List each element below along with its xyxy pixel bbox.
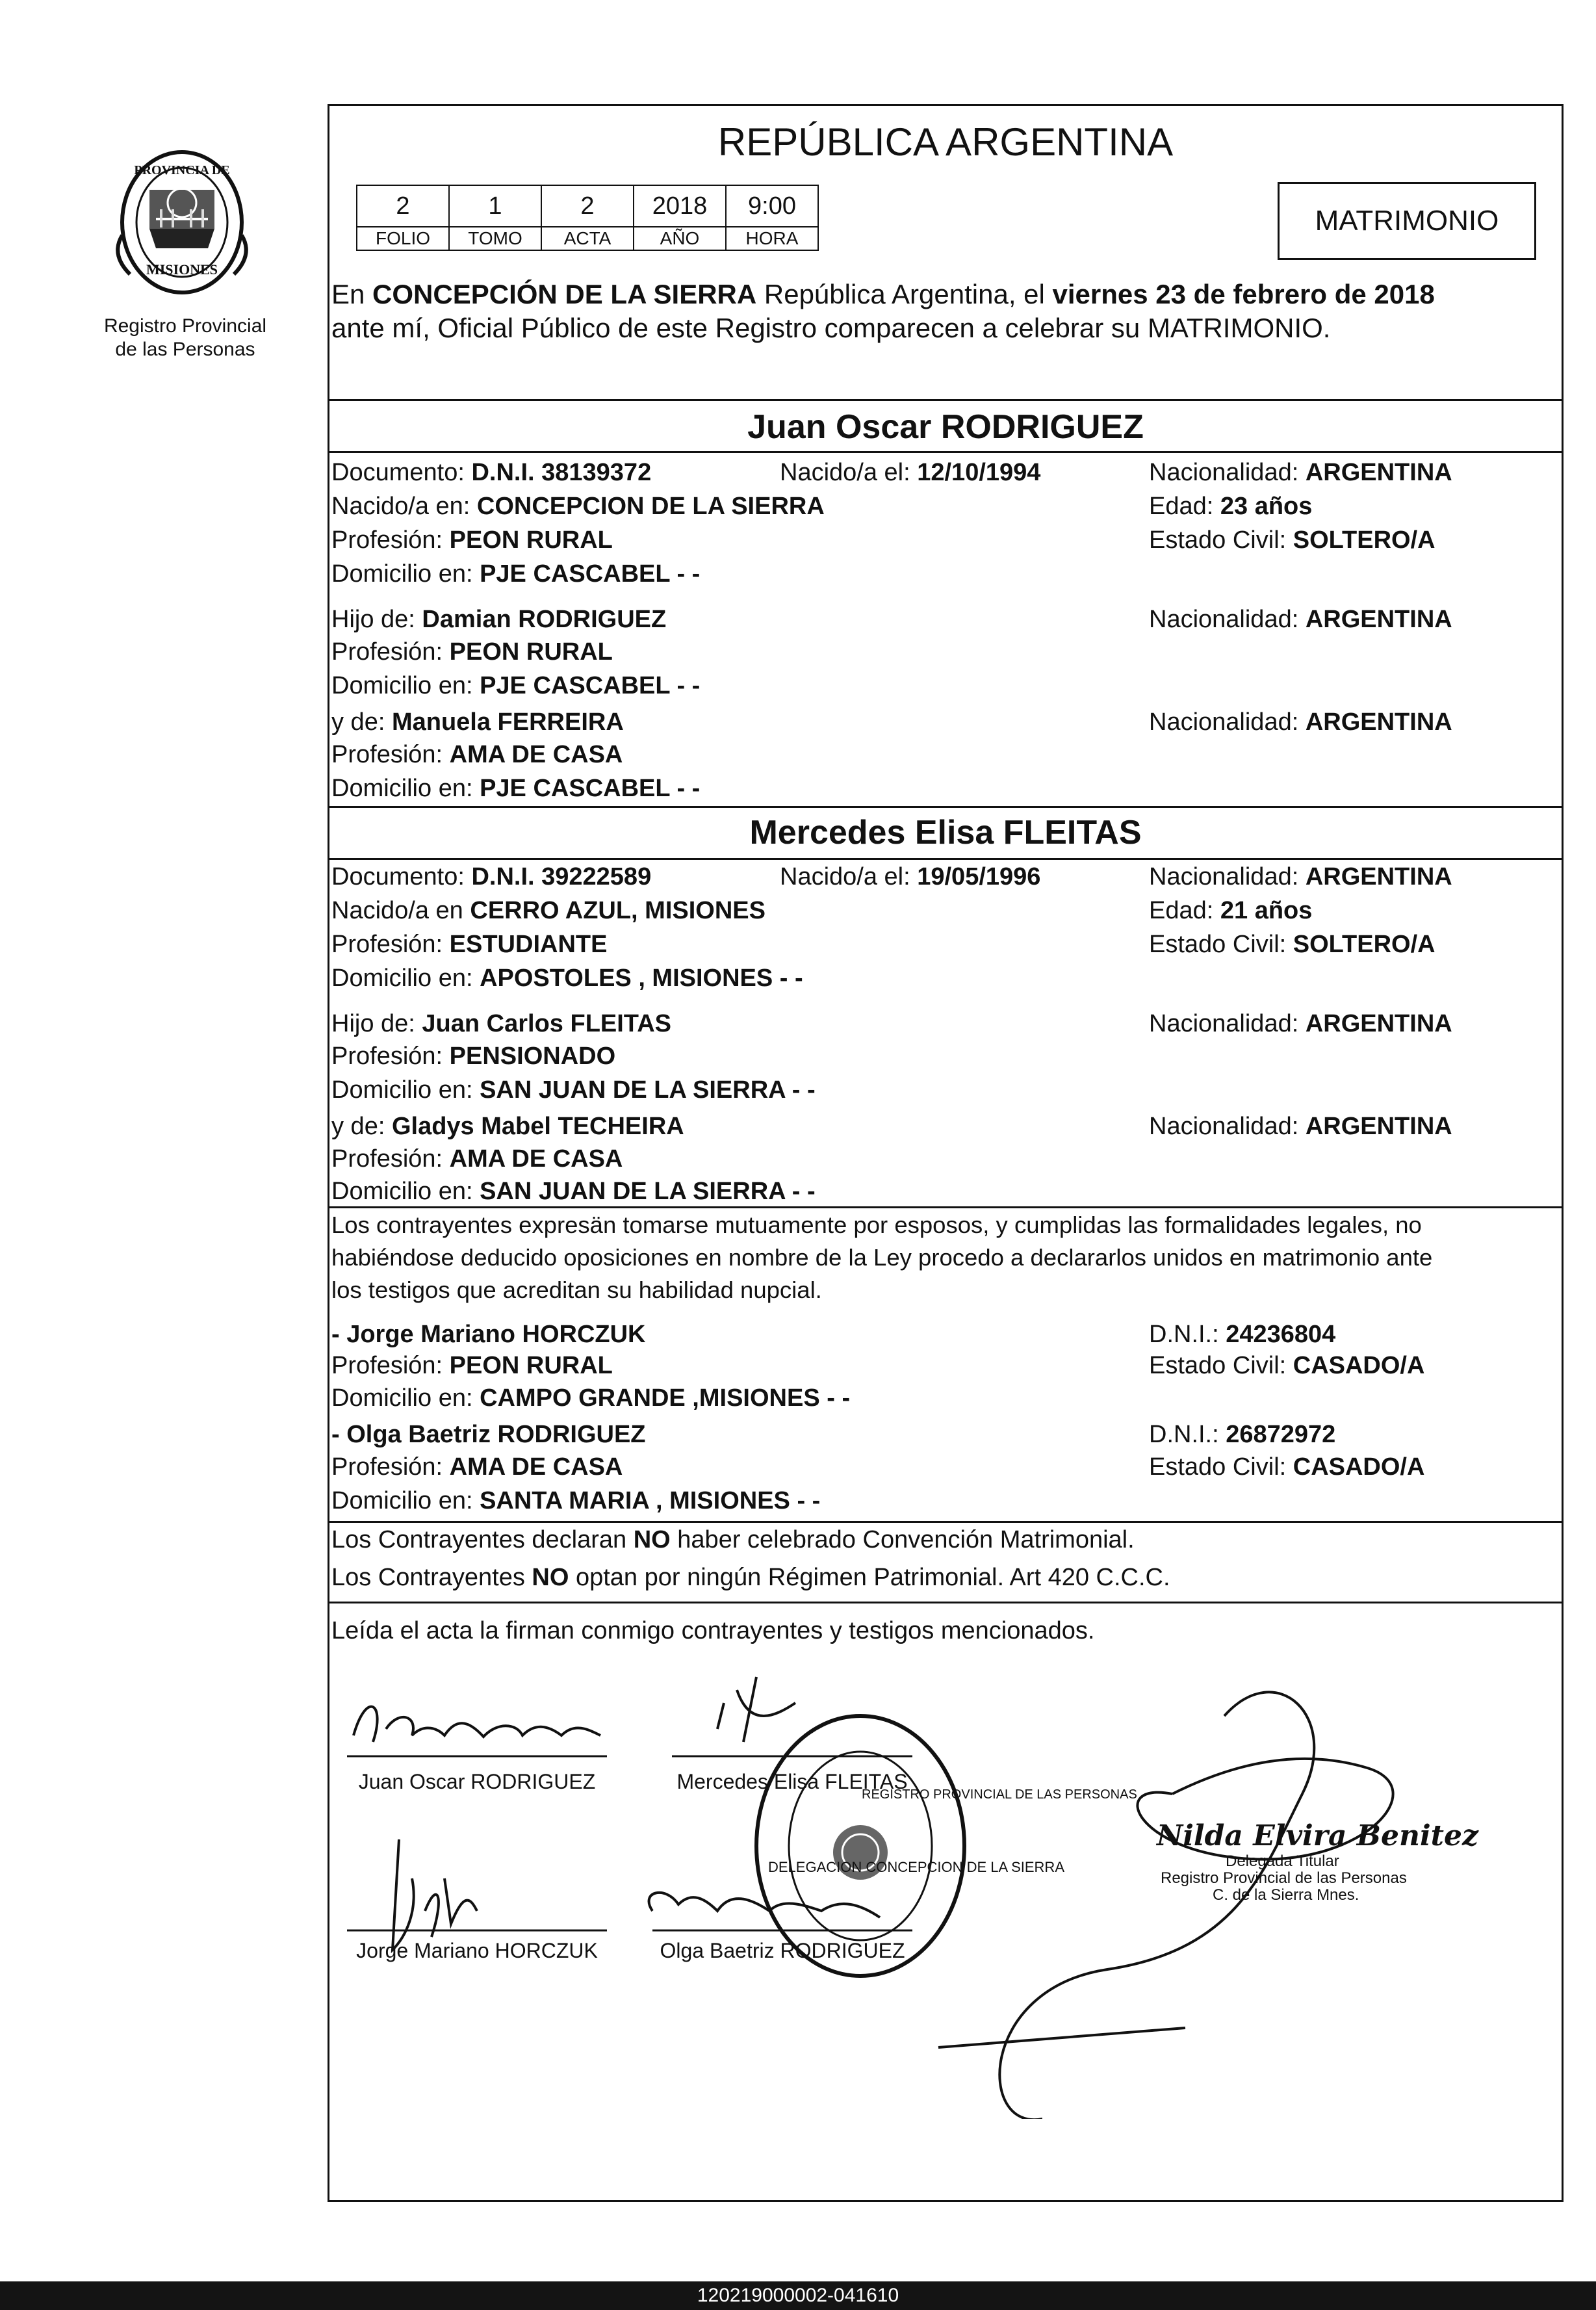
official-title-3: C. de la Sierra Mnes. (1213, 1886, 1359, 1904)
value: ARGENTINA (1305, 1113, 1452, 1140)
groom-nationality (1149, 458, 1452, 487)
bride-civil-status (1149, 929, 1435, 959)
text: haber celebrado Convención Matrimonial. (670, 1526, 1135, 1553)
bride-father (331, 1009, 671, 1039)
intro-line-2: ante mí, Oficial Público de este Registro comparecen a celebrar su MATRIMONIO. (331, 313, 1331, 343)
groom-civil-status (1149, 525, 1435, 555)
value: ARGENTINA (1305, 1010, 1452, 1037)
value: SOLTERO/A (1293, 526, 1435, 554)
value: CASADO/A (1293, 1453, 1425, 1481)
intro-line-1 (331, 278, 1435, 311)
groom-signature-label: Juan Oscar RODRIGUEZ (358, 1770, 596, 1793)
value: 23 años (1220, 493, 1313, 520)
witness1-civil-status (1149, 1351, 1424, 1381)
label: Documento: (331, 459, 472, 486)
value: SAN JUAN DE LA SIERRA - - (480, 1076, 816, 1104)
value: SAN JUAN DE LA SIERRA - - (480, 1178, 816, 1205)
value: SANTA MARIA , MISIONES - - (480, 1487, 821, 1514)
groom-mother (331, 707, 624, 737)
groom-father-profession (331, 637, 613, 667)
witness2-name: - Olga Baetriz RODRIGUEZ (331, 1421, 646, 1448)
value: CASADO/A (1293, 1352, 1425, 1379)
value: PEON RURAL (449, 1352, 613, 1379)
value: PEON RURAL (449, 526, 613, 554)
hora-value: 9:00 (726, 185, 818, 227)
divider (328, 858, 1564, 860)
text: NO (532, 1564, 569, 1591)
signature-area (328, 1664, 1564, 2119)
label: Estado Civil: (1149, 1352, 1293, 1379)
witness2-domicile (331, 1486, 820, 1516)
record-reference-table (356, 185, 819, 251)
stamp-bottom-text: DELEGACION CONCEPCION DE LA SIERRA (768, 1859, 1064, 1875)
value: AMA DE CASA (449, 1145, 623, 1173)
label: Domicilio en: (331, 965, 480, 992)
intro-text: En (331, 279, 373, 309)
folio-value: 2 (357, 185, 449, 227)
label: Estado Civil: (1149, 931, 1293, 958)
label: Nacido/a el: (780, 863, 918, 890)
witness1-profession (331, 1351, 613, 1381)
value: PENSIONADO (449, 1043, 616, 1070)
value: 24236804 (1226, 1321, 1336, 1348)
bride-mother (331, 1111, 684, 1141)
tomo-label: TOMO (449, 227, 541, 250)
groom-father-domicile (331, 671, 700, 701)
label: Documento: (331, 863, 472, 890)
bride-profession (331, 929, 607, 959)
value: PJE CASCABEL - - (480, 672, 701, 699)
label: Nacionalidad: (1149, 459, 1306, 486)
logo-bottom-text: MISIONES (146, 261, 218, 278)
value: Juan Carlos FLEITAS (422, 1010, 671, 1037)
label: Hijo de: (331, 606, 422, 633)
label: Nacido/a en (331, 897, 470, 924)
tomo-value: 1 (449, 185, 541, 227)
intro-place: CONCEPCIÓN DE LA SIERRA (372, 279, 757, 309)
text: optan por ningún Régimen Patrimonial. Art 420 C.C.C. (569, 1564, 1170, 1591)
label: Domicilio en: (331, 672, 480, 699)
official-title-2: Registro Provincial de las Personas (1161, 1869, 1407, 1887)
bride-mother-profession (331, 1144, 623, 1174)
label: Hijo de: (331, 1010, 422, 1037)
label: Nacido/a el: (780, 459, 918, 486)
witness1-signature (393, 1839, 477, 1950)
convention-line-2 (331, 1563, 1170, 1592)
document-code-bar: 120219000002-041610 (0, 2281, 1596, 2310)
intro-text: República Argentina, el (756, 279, 1053, 309)
label: Nacionalidad: (1149, 606, 1306, 633)
bride-age (1149, 896, 1312, 926)
value: ARGENTINA (1305, 708, 1452, 736)
label: Profesión: (331, 1043, 450, 1070)
value: AMA DE CASA (449, 741, 623, 768)
value: APOSTOLES , MISIONES - - (480, 965, 803, 992)
value: PEON RURAL (449, 638, 613, 666)
acta-label: ACTA (541, 227, 634, 250)
stamp-ring-text: REGISTRO PROVINCIAL DE LAS PERSONAS (862, 1787, 1137, 1802)
witness1-domicile (331, 1383, 850, 1413)
bride-father-domicile (331, 1075, 816, 1105)
value: CONCEPCION DE LA SIERRA (476, 493, 825, 520)
registry-logo (110, 144, 253, 300)
bride-nationality (1149, 862, 1452, 892)
declaration-line-2: habiéndose deducido oposiciones en nombre de la Ley procedo a declararlos unidos en matrimonio ante (331, 1244, 1433, 1271)
text: Los Contrayentes (331, 1564, 532, 1591)
witness1-dni (1149, 1319, 1335, 1349)
declaration-line-3: los testigos que acreditan su habilidad nupcial. (331, 1277, 822, 1303)
groom-age (1149, 491, 1312, 521)
value: CERRO AZUL, MISIONES (470, 897, 766, 924)
country-title: REPÚBLICA ARGENTINA (717, 120, 1174, 164)
label: Domicilio en: (331, 560, 480, 588)
value: Damian RODRIGUEZ (422, 606, 667, 633)
label: Nacionalidad: (1149, 708, 1306, 736)
label: Nacionalidad: (1149, 863, 1306, 890)
bride-signature (717, 1677, 795, 1742)
label: Domicilio en: (331, 775, 480, 802)
value: D.N.I. 38139372 (471, 459, 652, 486)
groom-father (331, 604, 666, 634)
value: 19/05/1996 (917, 863, 1041, 890)
value: 12/10/1994 (917, 459, 1041, 486)
value: PJE CASCABEL - - (480, 560, 701, 588)
bride-birthdate (780, 862, 1040, 892)
value: CAMPO GRANDE ,MISIONES - - (480, 1384, 851, 1412)
groom-mother-domicile (331, 773, 700, 803)
label: Profesión: (331, 931, 450, 958)
label: Estado Civil: (1149, 1453, 1293, 1481)
acta-value: 2 (541, 185, 634, 227)
groom-signature (354, 1707, 600, 1742)
label: D.N.I.: (1149, 1421, 1226, 1448)
value: ARGENTINA (1305, 863, 1452, 890)
witness2-profession (331, 1452, 623, 1482)
label: Nacionalidad: (1149, 1010, 1306, 1037)
anio-value: 2018 (634, 185, 726, 227)
bride-domicile (331, 963, 803, 993)
groom-name: Juan Oscar RODRIGUEZ (747, 408, 1144, 446)
witness2-civil-status (1149, 1452, 1424, 1482)
groom-document (331, 458, 651, 487)
divider (328, 399, 1564, 401)
registry-name-2: de las Personas (115, 339, 255, 360)
witness2-signature-label: Olga Baetriz RODRIGUEZ (660, 1939, 905, 1962)
declaration-line-1: Los contrayentes expresän tomarse mutuamente por esposos, y cumplidas las formalidades legales, no (331, 1212, 1422, 1238)
bride-father-profession (331, 1041, 615, 1071)
folio-label: FOLIO (357, 227, 449, 250)
label: Edad: (1149, 897, 1220, 924)
label: Nacionalidad: (1149, 1113, 1306, 1140)
label: y de: (331, 708, 392, 736)
groom-father-nationality (1149, 604, 1452, 634)
value: 26872972 (1226, 1421, 1336, 1448)
value: PJE CASCABEL - - (480, 775, 701, 802)
divider (328, 1521, 1564, 1523)
bride-name: Mercedes Elisa FLEITAS (749, 814, 1142, 851)
text: Los Contrayentes declaran (331, 1526, 634, 1553)
hora-label: HORA (726, 227, 818, 250)
witness1-name: - Jorge Mariano HORCZUK (331, 1321, 646, 1348)
label: Domicilio en: (331, 1076, 480, 1104)
label: Nacido/a en: (331, 493, 477, 520)
value: ESTUDIANTE (449, 931, 608, 958)
closing-text: Leída el acta la firman conmigo contrayentes y testigos mencionados. (331, 1617, 1095, 1644)
divider (328, 806, 1564, 808)
label: y de: (331, 1113, 392, 1140)
logo-top-text: PROVINCIA DE (134, 163, 230, 177)
official-name: Nilda Elvira Benitez (1157, 1819, 1478, 1852)
official-title-1: Delegada Titular (1226, 1852, 1339, 1870)
divider (328, 451, 1564, 453)
registry-name-1: Registro Provincial (103, 315, 267, 337)
label: D.N.I.: (1149, 1321, 1226, 1348)
groom-mother-profession (331, 740, 623, 770)
official-stroke (938, 2028, 1185, 2047)
bride-mother-domicile (331, 1176, 816, 1206)
act-type-box: MATRIMONIO (1278, 182, 1536, 260)
groom-birthdate (780, 458, 1040, 487)
groom-mother-nationality (1149, 707, 1452, 737)
bride-signature-label: Mercedes Elisa FLEITAS (676, 1770, 908, 1793)
label: Edad: (1149, 493, 1220, 520)
value: Manuela FERREIRA (391, 708, 624, 736)
label: Domicilio en: (331, 1178, 480, 1205)
label: Estado Civil: (1149, 526, 1293, 554)
anio-label: AÑO (634, 227, 726, 250)
bride-document (331, 862, 651, 892)
value: SOLTERO/A (1293, 931, 1435, 958)
label: Profesión: (331, 741, 450, 768)
divider (328, 1602, 1564, 1603)
bride-birthplace (331, 896, 766, 926)
divider (328, 1206, 1564, 1208)
label: Profesión: (331, 1453, 450, 1481)
value: AMA DE CASA (449, 1453, 623, 1481)
witness1-signature-label: Jorge Mariano HORCZUK (356, 1939, 598, 1962)
convention-line-1 (331, 1525, 1135, 1555)
bride-father-nationality (1149, 1009, 1452, 1039)
value: 21 años (1220, 897, 1313, 924)
witness2-dni (1149, 1420, 1335, 1449)
label: Profesión: (331, 638, 450, 666)
groom-profession (331, 525, 613, 555)
groom-birthplace (331, 491, 825, 521)
label: Domicilio en: (331, 1487, 480, 1514)
value: Gladys Mabel TECHEIRA (391, 1113, 684, 1140)
text: NO (633, 1526, 671, 1553)
label: Profesión: (331, 526, 450, 554)
value: D.N.I. 39222589 (471, 863, 652, 890)
value: ARGENTINA (1305, 606, 1452, 633)
bride-mother-nationality (1149, 1111, 1452, 1141)
value: ARGENTINA (1305, 459, 1452, 486)
label: Profesión: (331, 1352, 450, 1379)
label: Profesión: (331, 1145, 450, 1173)
label: Domicilio en: (331, 1384, 480, 1412)
official-flourish (999, 1692, 1393, 2119)
groom-domicile (331, 559, 700, 589)
intro-date: viernes 23 de febrero de 2018 (1052, 279, 1435, 309)
